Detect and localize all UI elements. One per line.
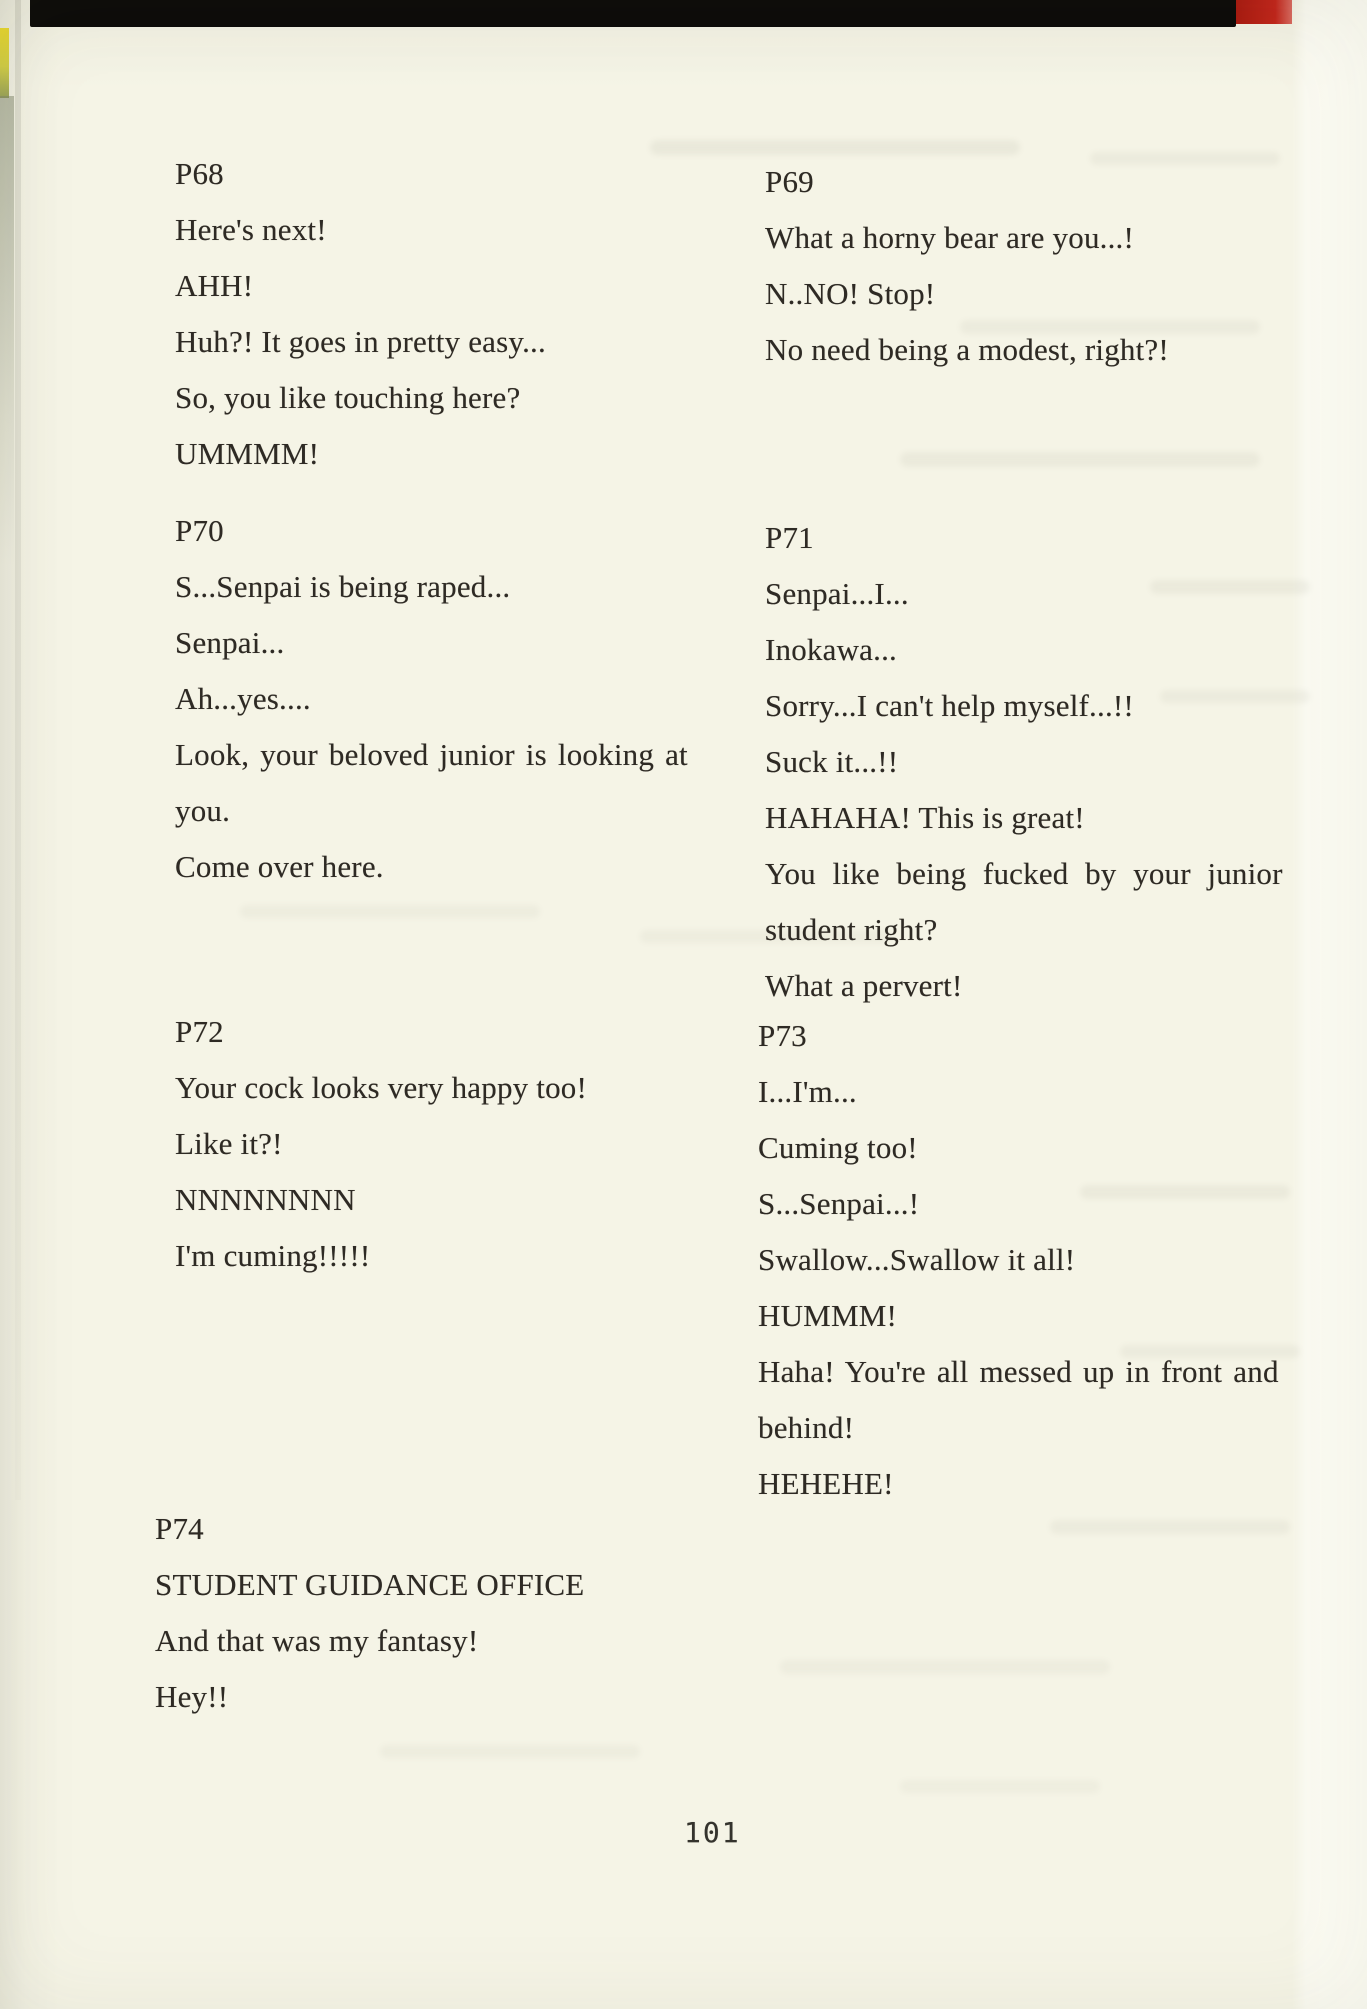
script-line: Senpai...I... (765, 576, 909, 611)
script-line: HAHAHA! This is great! (765, 800, 1085, 835)
page-marker: P71 (765, 520, 814, 555)
script-line: AHH! (175, 268, 254, 303)
page-marker: P72 (175, 1014, 224, 1049)
script-line: HEHEHE! (758, 1466, 894, 1501)
script-line: Senpai... (175, 625, 285, 660)
script-line: Haha! You're all messed up in front and (758, 1354, 1279, 1389)
scan-left-edge-band (0, 96, 14, 566)
script-line: Huh?! It goes in pretty easy... (175, 324, 546, 359)
script-line: You like being fucked by your junior (765, 856, 1283, 891)
scan-left-edge-yellow-artifact (0, 28, 9, 98)
script-line: So, you like touching here? (175, 380, 521, 415)
scan-red-tab (1236, 0, 1292, 24)
page-marker: P74 (155, 1511, 204, 1546)
page-marker: P73 (758, 1018, 807, 1053)
script-line: I'm cuming!!!!! (175, 1238, 371, 1273)
script-line: Here's next! (175, 212, 327, 247)
script-line: Suck it...!! (765, 744, 899, 779)
script-line: Ah...yes.... (175, 681, 311, 716)
paragraph-block-p71 (765, 510, 1289, 1014)
script-line: S...Senpai...! (758, 1186, 920, 1221)
script-line: Your cock looks very happy too! (175, 1070, 588, 1105)
script-line: S...Senpai is being raped... (175, 569, 511, 604)
script-line: And that was my fantasy! (155, 1623, 479, 1658)
script-line: What a pervert! (765, 968, 963, 1003)
script-line: No need being a modest, right?! (765, 332, 1169, 367)
scan-top-black-bar (30, 0, 1236, 27)
script-line: Hey!! (155, 1679, 229, 1714)
script-line: student right? (765, 912, 938, 947)
show-through-smudge (1050, 1520, 1290, 1534)
script-line: HUMMM! (758, 1298, 897, 1333)
paragraph-block-p72 (175, 1004, 699, 1284)
page-marker: P68 (175, 156, 224, 191)
script-line: Come over here. (175, 849, 384, 884)
show-through-smudge (780, 1660, 1110, 1674)
paragraph-block-p69 (765, 154, 1289, 378)
paragraph-block-p70 (175, 503, 699, 895)
page-marker: P69 (765, 164, 814, 199)
page-marker: P70 (175, 513, 224, 548)
paragraph-block-p73 (758, 1008, 1282, 1512)
script-line: N..NO! Stop! (765, 276, 936, 311)
script-line: I...I'm... (758, 1074, 857, 1109)
script-line: STUDENT GUIDANCE OFFICE (155, 1567, 585, 1602)
show-through-smudge (900, 452, 1260, 467)
script-line: What a horny bear are you...! (765, 220, 1135, 255)
script-line: Cuming too! (758, 1130, 918, 1165)
paragraph-block-p74 (155, 1501, 679, 1725)
script-line: you. (175, 793, 231, 828)
script-line: Like it?! (175, 1126, 283, 1161)
script-line: UMMMM! (175, 436, 320, 471)
scan-right-page-edge (1292, 0, 1367, 2009)
scan-gutter-shadow (15, 0, 21, 1500)
script-line: Inokawa... (765, 632, 897, 667)
script-line: behind! (758, 1410, 855, 1445)
show-through-smudge (240, 905, 540, 918)
script-line: Swallow...Swallow it all! (758, 1242, 1076, 1277)
show-through-smudge (650, 140, 1020, 155)
paragraph-block-p68 (175, 146, 699, 482)
script-line: Sorry...I can't help myself...!! (765, 688, 1134, 723)
script-line: NNNNNNNN (175, 1182, 356, 1217)
show-through-smudge (380, 1745, 640, 1758)
page-number: 101 (684, 1816, 741, 1849)
script-line: Look, your beloved junior is looking at (175, 737, 688, 772)
show-through-smudge (900, 1780, 1100, 1793)
